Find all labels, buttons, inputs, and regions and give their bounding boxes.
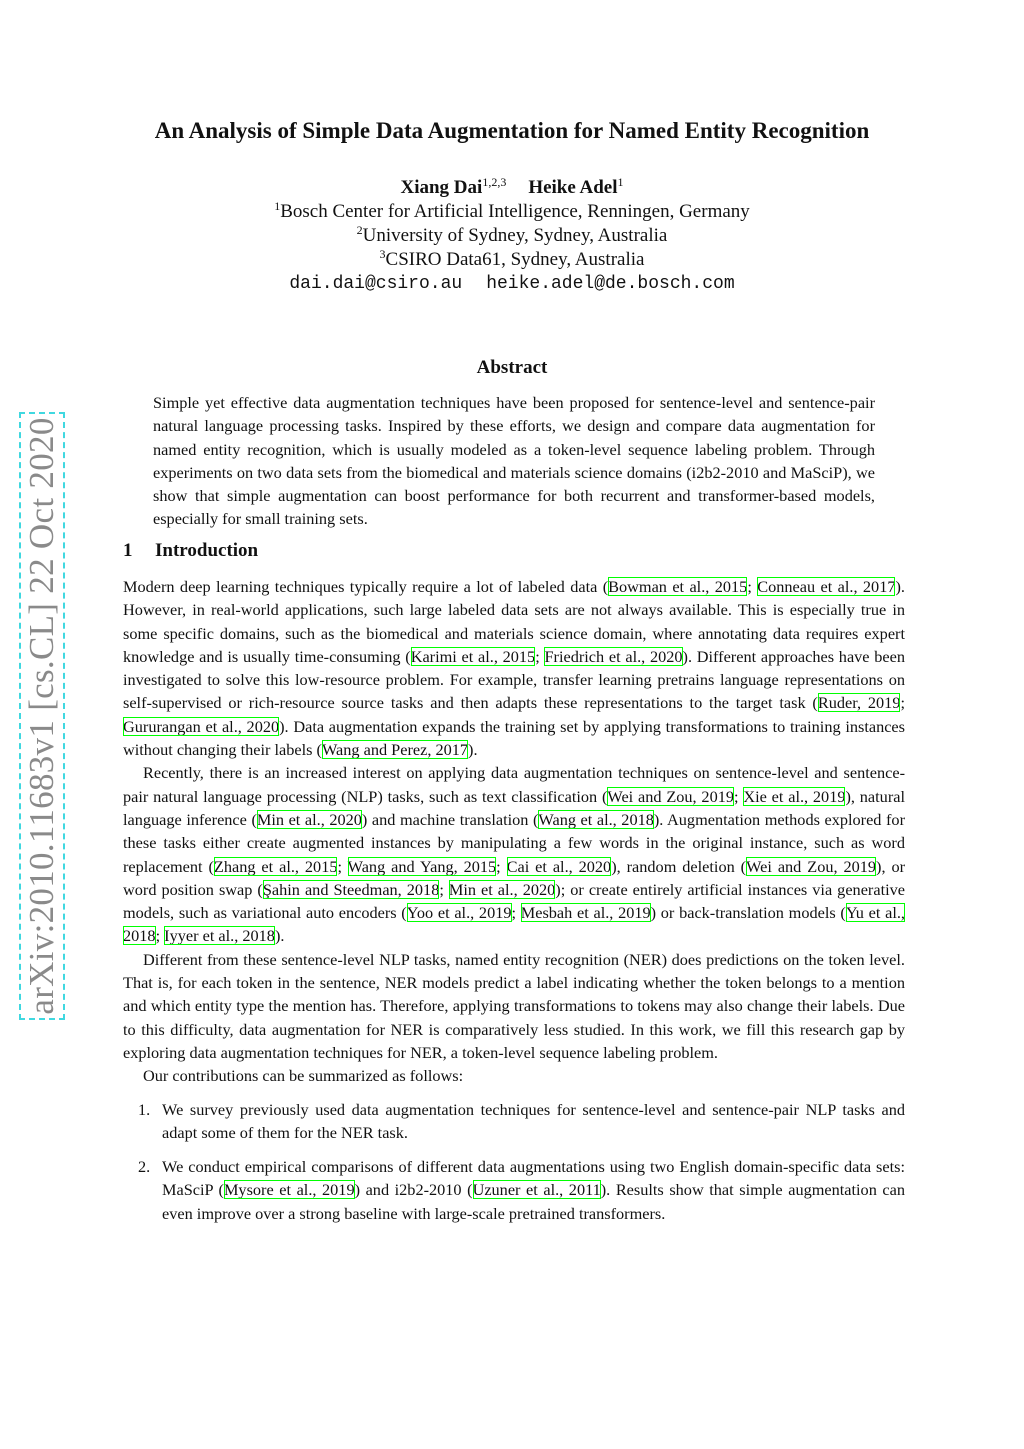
citation-link[interactable]: Karimi et al., 2015 [410,646,536,666]
author-block [0,176,1024,296]
citation-link[interactable]: Conneau et al., 2017 [757,577,896,596]
citation-link[interactable]: Min et al., 2020 [256,809,362,829]
citation-link[interactable]: Uzuner et al., 2011 [472,1180,601,1200]
abstract-text: Simple yet effective data augmentation techniques have been proposed for sentence-level and sentence-pair natural language processing tasks. Inspired by these efforts, we design and compare data augmentation for named entity recognition, which is usually modeled as a token-level sequence labeling problem. Through experiments on two data sets from the biomedical and materials science domains (i2b2-2010 and MaSciP), we show that simple augmentation can boost performance for both recurrent and transformer-based models, especially for small training sets. [153,393,875,529]
arxiv-stamp-text: arXiv:2010.11683v1 [cs.CL] 22 Oct 2020 [22,417,61,1015]
citation-link[interactable]: Wei and Zou, 2019 [607,786,734,806]
section-title: Introduction [155,540,259,561]
citation-link[interactable]: Yu et al., 2018 [123,903,906,946]
author-name: Heike Adel [528,177,618,198]
section-heading [123,540,258,562]
citation-link[interactable]: Friedrich et al., 2020 [544,646,683,666]
citation-link[interactable]: Bowman et al., 2015 [608,577,748,596]
citation-link[interactable]: Mysore et al., 2019 [223,1180,355,1200]
citation-link[interactable]: Wang and Yang, 2015 [347,856,497,876]
citation-link[interactable]: Wei and Zou, 2019 [746,856,877,876]
affiliation: $^1$Bosch Center for Artificial Intelligence, Renningen, Germany [274,199,750,222]
author-affiliation-marker: 1 [617,175,624,189]
citation-link[interactable]: Gururangan et al., 2020 [123,716,280,736]
citation-link[interactable]: Zhang et al., 2015 [213,856,338,876]
citation-link[interactable]: Yoo et al., 2019 [406,903,512,923]
author-affiliation-marker: 1,2,3 [482,175,507,189]
citation-link[interactable]: Mesbah et al., 2019 [520,903,651,923]
body-paragraph: Our contributions can be summarized as follows: [143,1066,464,1086]
author-name: Xiang Dai [400,177,483,198]
list-number: 2. [138,1157,151,1177]
body-paragraph: Different from these sentence-level NLP tasks, named entity recognition (NER) does predictions on the token level. That is, for each token in the sentence, NER models predict a label indicating whether the token belongs to a mention and which entity type the mention has. Therefore, applying transformations to tokens may also change their labels. Due to this difficulty, data augmentation for NER is comparatively less studied. In this work, we fill this research gap by exploring data augmentation techniques for NER, a token-level sequence labeling problem. [123,949,905,1062]
email-link[interactable]: dai.dai@csiro.au [289,274,463,294]
body-paragraph: Recently, there is an increased interest on applying data augmentation techniques on sentence-level and sentence-pair natural language processing (NLP) tasks, such as text classification (Wei and Zou, 2019; Xie et al., 2019), natural language inference (Min et al., 2020) and machine translation (Wang et al., 2018). Augmentation methods explored for these tasks either create augmented instances by manipulating a few words in the original instance, such as word replacement (Zhang et al., 2015; Wang and Yang, 2015; Cai et al., 2020), random deletion (Wei and Zou, 2019), or word position swap (Şahin and Steedman, 2018; Min et al., 2020); or create entirely artificial instances via generative models, such as variational auto encoders (Yoo et al., 2019; Mesbah et al., 2019) or back-translation models (Yu et al., 2018; Iyyer et al., 2018). [123,763,906,946]
affiliation: $^3$CSIRO Data61, Sydney, Australia [379,247,645,270]
introduction-body [123,575,905,1236]
citation-link[interactable]: Wang and Perez, 2017 [321,740,469,760]
citation-link[interactable]: Wang et al., 2018 [538,809,654,829]
arxiv-stamp[interactable] [19,412,65,1020]
body-paragraph: Modern deep learning techniques typically require a lot of labeled data (Bowman et al., 2015; Conneau et al., 2017). However, in real-world applications, such large labeled data sets are not always available. This is especially true in some specific domains, such as the biomedical and materials science domain, where annotating data requires expert knowledge and is usually time-consuming (Karimi et al., 2015; Friedrich et al., 2020). Different approaches have been investigated to solve this low-resource problem. For example, transfer learning pretrains language representations on self-supervised or rich-resource source tasks and then adapts these representations to the target task (Ruder, 2019; Gururangan et al., 2020). Data augmentation expands the training set by applying transformations to training instances without changing their labels (Wang and Perez, 2017). [123,577,905,760]
citation-link[interactable]: Xie et al., 2019 [743,786,846,806]
citation-link[interactable]: Şahin and Steedman, 2018 [262,879,440,899]
author-emails [0,272,1024,296]
citation-link[interactable]: Min et al., 2020 [448,879,556,899]
contribution-list [123,1098,905,1225]
citation-link[interactable]: Cai et al., 2020 [506,856,612,876]
section-number: 1 [123,540,133,561]
citation-link[interactable]: Ruder, 2019 [817,693,901,713]
citation-link[interactable]: Iyyer et al., 2018 [164,926,275,946]
list-number: 1. [138,1099,151,1119]
author-names [0,176,1024,200]
list-item: 1. We survey previously used data augmentation techniques for sentence-level and sentence-pair NLP tasks and adapt some of them for the NER task. [138,1099,905,1142]
affiliation: $^2$University of Sydney, Sydney, Australia [356,223,668,246]
email-link[interactable]: heike.adel@de.bosch.com [486,274,735,294]
abstract-heading: Abstract [476,357,548,378]
paper-title: An Analysis of Simple Data Augmentation for Named Entity Recognition [154,118,870,143]
list-item: 2. We conduct empirical comparisons of different data augmentations using two English domain-specific data sets: MaSciP (Mysore et al., 2019) and i2b2-2010 (Uzuner et al., 2011). Results show that simple augmentation can even improve over a strong baseline with large-scale pretrained transformers. [138,1157,905,1223]
